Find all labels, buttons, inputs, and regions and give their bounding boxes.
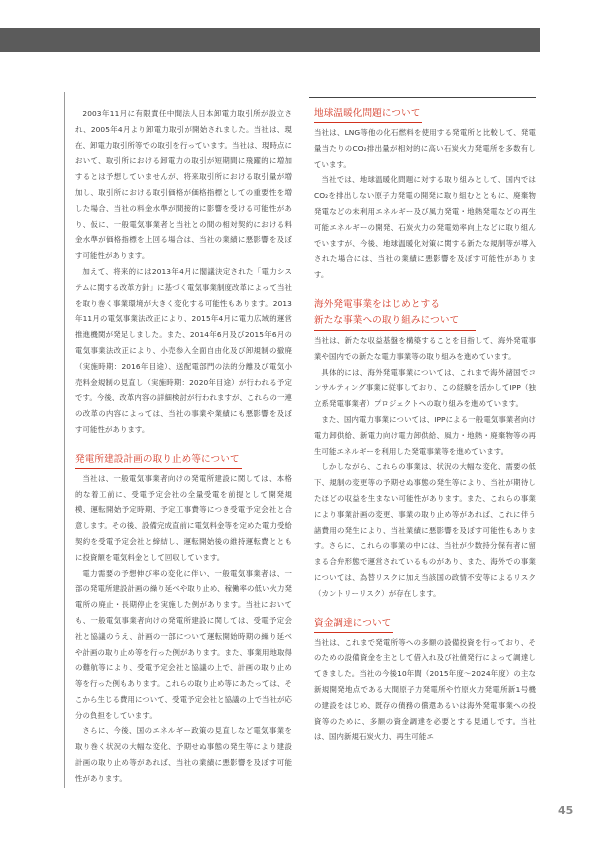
plant-construction-paragraph-2: 電力需要の予想伸び率の変化に伴い、一般電気事業者は、一部の発電所建設計画の繰り延べや取り止め、稼働率の低い火力発電所の廃止・長期停止を実施した例があります。当社においても、一般電気事業者向けの発電所建設に関しては、受電予定会社と協議のうえ、計画の一部について運転開始時期の繰り延べや計画の取り止め等を行った例があります。また、事業用地取得の難航等により、受電予定会社と協議の上で、計画の取り止め等を行った例もあります。これらの取り止め等にあたっては、そこから生じる費用について、受電予定会社と協議の上で当社が応分の負担をしています。 [75,568,292,720]
new-businesses-paragraph-2: 具体的には、海外発電事業については、これまで海外諸国でコンサルティング事業に従事しており、この経験を活かしてIPP（独立系発電事業者）プロジェクトへの取り組みを進めています。 [314,367,536,409]
global-warming-paragraph-2: 当社では、地球温暖化問題に対する取り組みとして、国内ではCO₂を排出しない原子力発電の開発に取り組むとともに、廃棄物発電などの未利用エネルギー及び風力発電・地熱発電などの再生可能エネルギーの開発、石炭火力の発電効率向上などに取り組んでいますが、今後、地球温暖化対策に関する新たな規制等が導入された場合には、当社の業績に悪影響を及ぼす可能性があります。 [314,175,536,280]
financing-paragraph-1: 当社は、これまで発電所等への多額の設備投資を行っており、そのための設備資金を主として借入れ及び社債発行によって調達してきました。当社の今後10年間（2015年度～2024年度）の主な新規開発地点である大間原子力発電所や竹原火力発電所新1号機の建設をはじめ、既存の債務の償還あるいは海外発電事業への投資等のために、多額の資金調達を必要とする見通しです。当社は、国内新規石炭火力、再生可能エ [314,637,536,742]
plant-construction-paragraph-1: 当社は、一般電気事業者向けの発電所建設に関しては、本格的な着工前に、受電予定会社の全量受電を前提として開発規模、運転開始予定時期、予定工事費等につき受電予定会社と合意します。その後、設備完成直前に電気料金等を定めた電力受給契約を受電予定会社と締結し、運転開始後の維持運転費とともに投資額を電気料金として回収しています。 [75,473,292,562]
section-title-new-businesses [314,297,476,331]
section-title-new-businesses-line-1: 海外発電事業をはじめとする [314,298,441,310]
intro-paragraph-1: 2003年11月に有限責任中間法人日本卸電力取引所が設立され、2005年4月より卸電力取引が開始されました。当社は、現在、卸電力取引所等での取引を行っています。当社は、現時点において、取引所における卸電力の取引が短期間に飛躍的に増加するとは予想していませんが、将来取引所における取引量が増加し、取引所における取引価格が価格指標としての重要性を増した場合、当社の料金水準が間接的に影響を受ける可能性があり、仮に、一般電気事業者と当社との間の相対契約における料金水準が価格指標を上回る場合は、当社の業績に悪影響を及ぼす可能性があります。 [75,109,292,261]
right-column-top-rule [309,97,536,98]
global-warming-paragraph-1: 当社は、LNG等他の化石燃料を使用する発電所と比較して、発電量当たりのCO₂排出量が相対的に高い石炭火力発電所を多数有しています。 [314,128,536,169]
new-businesses-paragraph-1: 当社は、新たな収益基盤を構築することを目指して、海外発電事業や国内での新たな電力事業等の取り組みを進めています。 [314,335,536,361]
new-businesses-paragraph-4: しかしながら、これらの事業は、状況の大幅な変化、需要の低下、規制の変更等の予期せぬ事態の発生等により、当社が期待したほどの収益を生まない可能性があります。また、これらの事業により事業計画の変更、事業の取り止め等があれば、これに伴う諸費用の発生により、当社業績に悪影響を及ぼす可能性もあります。さらに、これらの事業の中には、当社が少数持分保有者に留まる合弁形態で運営されているものがあり、また、海外での事業については、為替リスクに加え当該国の政情不安等によるリスク（カントリーリスク）が存在します。 [314,462,536,598]
page-number: 45 [558,804,574,817]
section-title-new-businesses-line-2: 新たな事業への取り組みについて [314,314,460,326]
plant-construction-paragraph-3: さらに、今後、国のエネルギー政策の見直しなど電気事業を取り巻く状況の大幅な変化、予期せぬ事態の発生等により建設計画の取り止め等があれば、当社の業績に悪影響を及ぼす可能性があります。 [75,726,292,783]
section-title-plant-construction: 発電所建設計画の取り止め等について [75,452,242,469]
right-column [314,106,536,745]
header-band [0,28,540,52]
intro-paragraph-2: 加えて、将来的には2013年4月に閣議決定された「電力システムに関する改革方針」に基づく電気事業制度改革によって当社を取り巻く事業環境が大きく変化する可能性もあります。2013年11月の電気事業法改正により、2015年4月に電力広域的運営推進機関が発足しました。また、2014年6月及び2015年6月の電気事業法改正により、小売参入全面自由化及び卸規制の撤廃（実施時期：2016年目途）、送配電部門の法的分離及び電気小売料金規制の見直し（実施時期：2020年目途）が行われる予定です。今後、改革内容の詳細検討が行われますが、これらの一連の改革の内容によっては、当社の事業や業績にも悪影響を及ぼす可能性があります。 [75,266,292,434]
section-title-global-warming: 地球温暖化問題について [314,106,422,123]
section-title-financing: 資金調達について [314,616,393,633]
left-margin-rule [64,92,65,788]
new-businesses-paragraph-3: また、国内電力事業については、IPPによる一般電気事業者向け電力卸供給、新電力向け電力卸供給、風力・地熱・廃棄物等の再生可能エネルギーを利用した発電事業等を進めています。 [314,414,536,456]
left-column [75,106,292,787]
